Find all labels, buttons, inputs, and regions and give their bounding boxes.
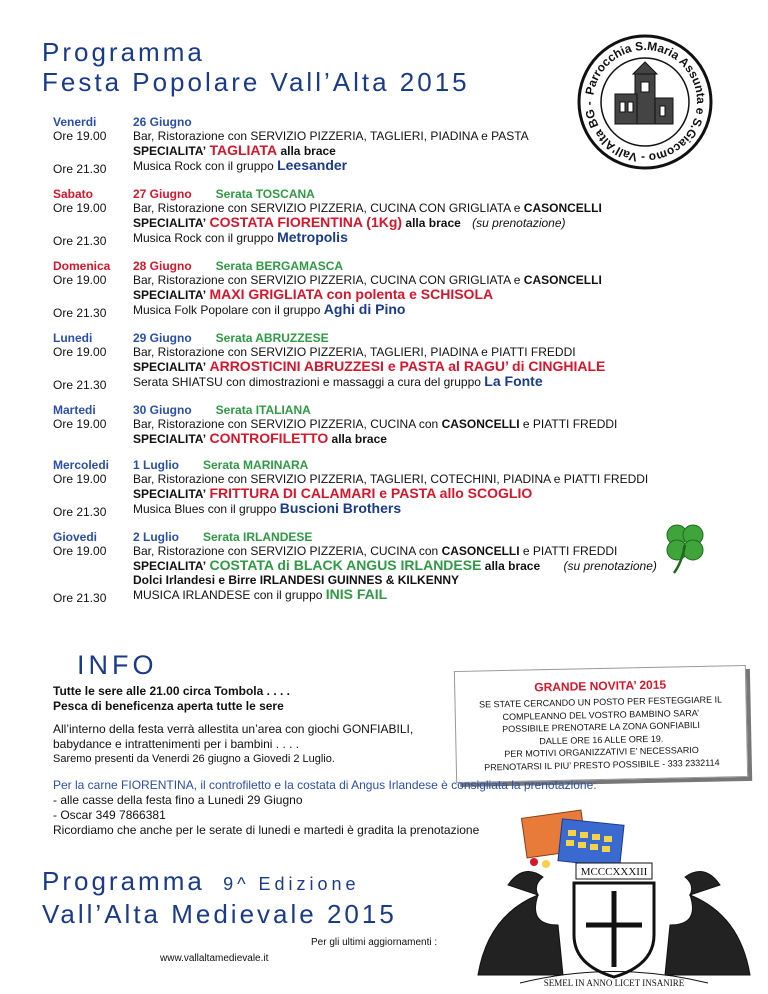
spec-suffix: alla brace bbox=[484, 559, 541, 573]
day-sabato bbox=[53, 187, 106, 248]
spec-label: SPECIALITA’ bbox=[133, 216, 207, 230]
novita-line: DALLE ORE 16 ALLE ORE 19. bbox=[539, 733, 664, 746]
specialty: COSTATA di BLACK ANGUS IRLANDESE bbox=[209, 557, 482, 573]
novita-line: SE STATE CERCANDO UN POSTO PER FESTEGGIARE IL bbox=[478, 694, 723, 710]
spec-label: SPECIALITA’ bbox=[133, 144, 207, 158]
description: Bar, Ristorazione con SERVIZIO PIZZERIA, CUCINA con bbox=[133, 417, 439, 431]
medieval-crest bbox=[468, 855, 760, 991]
time-2: Ore 21.30 bbox=[53, 306, 107, 320]
time-1: Ore 19.00 bbox=[53, 273, 107, 287]
info-title: INFO bbox=[77, 650, 158, 680]
info-line-4: babydance e intrattenimenti per i bambini . . . . bbox=[53, 737, 300, 751]
description-end: e PIATTI FREDDI bbox=[522, 544, 618, 558]
booking-note: (su prenotazione) bbox=[563, 559, 657, 573]
day-name: Sabato bbox=[53, 187, 94, 201]
time-1: Ore 19.00 bbox=[53, 201, 107, 215]
crest-banner: MCCCXXXIII bbox=[580, 866, 648, 878]
info-line-1: Tutte le sere alle 21.00 circa Tombola . . . . bbox=[53, 684, 290, 698]
band-name: Buscioni Brothers bbox=[279, 500, 402, 516]
booking-line-2: - alle casse della festa fino a Lunedi 29 Giugno bbox=[53, 793, 303, 807]
band-name: INIS FAIL bbox=[325, 586, 388, 602]
edition: 9^ Edizione bbox=[223, 874, 360, 894]
specialty: MAXI GRIGLIATA con polenta e SCHISOLA bbox=[209, 286, 494, 302]
day-name: Lunedi bbox=[53, 331, 93, 345]
day-name: Mercoledi bbox=[53, 458, 110, 472]
title-line-1: Programma bbox=[42, 37, 205, 67]
time-2: Ore 21.30 bbox=[53, 505, 107, 519]
booking-line-4: Ricordiamo che anche per le serate di lunedi e martedi è gradita la prenotazione bbox=[53, 823, 480, 837]
details-giovedi bbox=[133, 530, 657, 602]
music-text: Serata SHIATSU con dimostrazioni e massaggi a cura del gruppo bbox=[133, 375, 481, 389]
music-text: Musica Rock con il gruppo bbox=[133, 231, 274, 245]
website-link[interactable]: www.vallaltamedievale.it bbox=[160, 953, 269, 964]
music-text: Musica Folk Popolare con il gruppo bbox=[133, 303, 321, 317]
details-domenica bbox=[133, 259, 602, 317]
time-1: Ore 19.00 bbox=[53, 417, 107, 431]
description: Bar, Ristorazione con SERVIZIO PIZZERIA, CUCINA con bbox=[133, 544, 439, 558]
date: 1 Luglio bbox=[133, 458, 179, 472]
shamrock-icon bbox=[660, 520, 710, 575]
time-2: Ore 21.30 bbox=[53, 378, 107, 392]
footer-line-2: Vall’Alta Medievale 2015 bbox=[42, 899, 397, 929]
page-title bbox=[42, 37, 470, 97]
description: Bar, Ristorazione con SERVIZIO PIZZERIA, CUCINA CON GRIGLIATA e bbox=[133, 201, 521, 215]
spec-label: SPECIALITA’ bbox=[133, 360, 207, 374]
specialty: COSTATA FIORENTINA (1Kg) bbox=[209, 214, 403, 230]
band-name: Metropolis bbox=[277, 229, 348, 245]
music-text: MUSICA IRLANDESE con il gruppo bbox=[133, 588, 323, 602]
details-sabato bbox=[133, 187, 602, 245]
spec-label: SPECIALITA’ bbox=[133, 559, 207, 573]
day-martedi bbox=[53, 403, 106, 431]
time-2: Ore 21.30 bbox=[53, 234, 107, 248]
description-caps: CASONCELLI bbox=[441, 544, 520, 558]
music-text: Musica Rock con il gruppo bbox=[133, 159, 274, 173]
spec-suffix: alla brace bbox=[331, 432, 387, 446]
novita-line: COMPLEANNO DEL VOSTRO BAMBINO SARA’ bbox=[502, 707, 700, 722]
description: Bar, Ristorazione con SERVIZIO PIZZERIA, CUCINA CON GRIGLIATA e bbox=[133, 273, 521, 287]
band-name: Leesander bbox=[277, 157, 348, 173]
details-mercoledi bbox=[133, 458, 648, 516]
time-2: Ore 21.30 bbox=[53, 162, 107, 176]
details-venerdi bbox=[133, 115, 529, 173]
date: 27 Giugno bbox=[133, 187, 192, 201]
info-kids bbox=[53, 722, 413, 767]
date: 2 Luglio bbox=[133, 530, 179, 544]
info-line-3: All’interno della festa verrà allestita un’area con giochi GONFIABILI, bbox=[53, 722, 414, 736]
crest-motto: SEMEL IN ANNO LICET INSANIRE bbox=[543, 978, 685, 988]
novita-line: PRENOTARSI IL PIU’ PRESTO POSSIBILE - 333 2332114 bbox=[484, 757, 720, 772]
day-domenica bbox=[53, 259, 110, 320]
time-1: Ore 19.00 bbox=[53, 129, 107, 143]
booking-info bbox=[53, 778, 597, 838]
extra-line: Dolci Irlandesi e Birre IRLANDESI GUINNES & KILKENNY bbox=[133, 573, 460, 587]
date: 26 Giugno bbox=[133, 115, 192, 129]
novita-body bbox=[455, 693, 747, 774]
day-venerdi bbox=[53, 115, 106, 176]
seal-text: Parrocchia S.Maria Assunta e S.Giacomo - Vall'Alta BG - bbox=[581, 38, 709, 166]
day-giovedi bbox=[53, 530, 106, 605]
description-caps: CASONCELLI bbox=[523, 273, 602, 287]
day-lunedi bbox=[53, 331, 106, 392]
parish-seal bbox=[575, 32, 715, 172]
day-mercoledi bbox=[53, 458, 109, 519]
spec-label: SPECIALITA’ bbox=[133, 432, 207, 446]
serata: Serata IRLANDESE bbox=[203, 530, 313, 544]
description-end: e PIATTI FREDDI bbox=[522, 417, 618, 431]
details-lunedi bbox=[133, 331, 605, 389]
date: 29 Giugno bbox=[133, 331, 192, 345]
serata: Serata MARINARA bbox=[203, 458, 309, 472]
date: 30 Giugno bbox=[133, 403, 192, 417]
description: Bar, Ristorazione con SERVIZIO PIZZERIA, TAGLIERI, PIADINA e PIATTI FREDDI bbox=[133, 345, 576, 359]
date: 28 Giugno bbox=[133, 259, 192, 273]
booking-note: (su prenotazione) bbox=[472, 216, 566, 230]
footer-line-1: Programma bbox=[42, 866, 205, 896]
band-name: Aghi di Pino bbox=[323, 301, 406, 317]
day-name: Domenica bbox=[53, 259, 111, 273]
serata: Serata TOSCANA bbox=[215, 187, 315, 201]
time-1: Ore 19.00 bbox=[53, 544, 107, 558]
specialty: TAGLIATA bbox=[209, 142, 278, 158]
booking-line-3: - Oscar 349 7866381 bbox=[53, 808, 166, 822]
time-2: Ore 21.30 bbox=[53, 591, 107, 605]
spec-label: SPECIALITA’ bbox=[133, 487, 207, 501]
info-tombola bbox=[53, 684, 290, 714]
day-name: Giovedi bbox=[53, 530, 98, 544]
day-name: Venerdi bbox=[53, 115, 97, 129]
serata: Serata BERGAMASCA bbox=[215, 259, 344, 273]
time-1: Ore 19.00 bbox=[53, 472, 107, 486]
novita-line: PER MOTIVI ORGANIZZATIVI E’ NECESSARIO bbox=[504, 744, 699, 760]
spec-suffix: alla brace bbox=[405, 216, 461, 230]
spec-label: SPECIALITA’ bbox=[133, 288, 207, 302]
description: Bar, Ristorazione con SERVIZIO PIZZERIA, TAGLIERI, PIADINA e PASTA bbox=[133, 129, 529, 143]
music-text: Musica Blues con il gruppo bbox=[133, 502, 277, 516]
specialty: ARROSTICINI ABRUZZESI e PASTA al RAGU’ di CINGHIALE bbox=[209, 358, 606, 374]
serata: Serata ITALIANA bbox=[215, 403, 311, 417]
info-line-2: Pesca di beneficenza aperta tutte le sere bbox=[53, 699, 284, 713]
title-line-2: Festa Popolare Vall’Alta 2015 bbox=[42, 67, 470, 97]
serata: Serata ABRUZZESE bbox=[215, 331, 329, 345]
day-name: Martedi bbox=[53, 403, 96, 417]
updates-text: Per gli ultimi aggiornamenti : bbox=[311, 937, 438, 948]
time-1: Ore 19.00 bbox=[53, 345, 107, 359]
booking-line-1: Per la carne FIORENTINA, il controfiletto e la costata di Angus Irlandese è consigliata la prenotazione: bbox=[53, 778, 597, 792]
description: Bar, Ristorazione con SERVIZIO PIZZERIA, TAGLIERI, COTECHINI, PIADINA e PIATTI FREDDI bbox=[133, 472, 649, 486]
band-name: La Fonte bbox=[484, 373, 543, 389]
description-caps: CASONCELLI bbox=[523, 201, 602, 215]
info-line-5: Saremo presenti da Venerdi 26 giugno a Giovedi 2 Luglio. bbox=[53, 753, 335, 765]
novita-box bbox=[454, 665, 748, 783]
specialty: FRITTURA DI CALAMARI e PASTA allo SCOGLIO bbox=[209, 485, 533, 501]
novita-title: GRANDE NOVITA’ 2015 bbox=[534, 677, 667, 695]
specialty: CONTROFILETTO bbox=[209, 430, 329, 446]
spec-suffix: alla brace bbox=[280, 144, 336, 158]
novita-line: POSSIBILE PRENOTARE LA ZONA GONFIABILI bbox=[502, 719, 701, 735]
description-caps: CASONCELLI bbox=[441, 417, 520, 431]
footer-title bbox=[42, 866, 397, 929]
details-martedi bbox=[133, 403, 617, 446]
